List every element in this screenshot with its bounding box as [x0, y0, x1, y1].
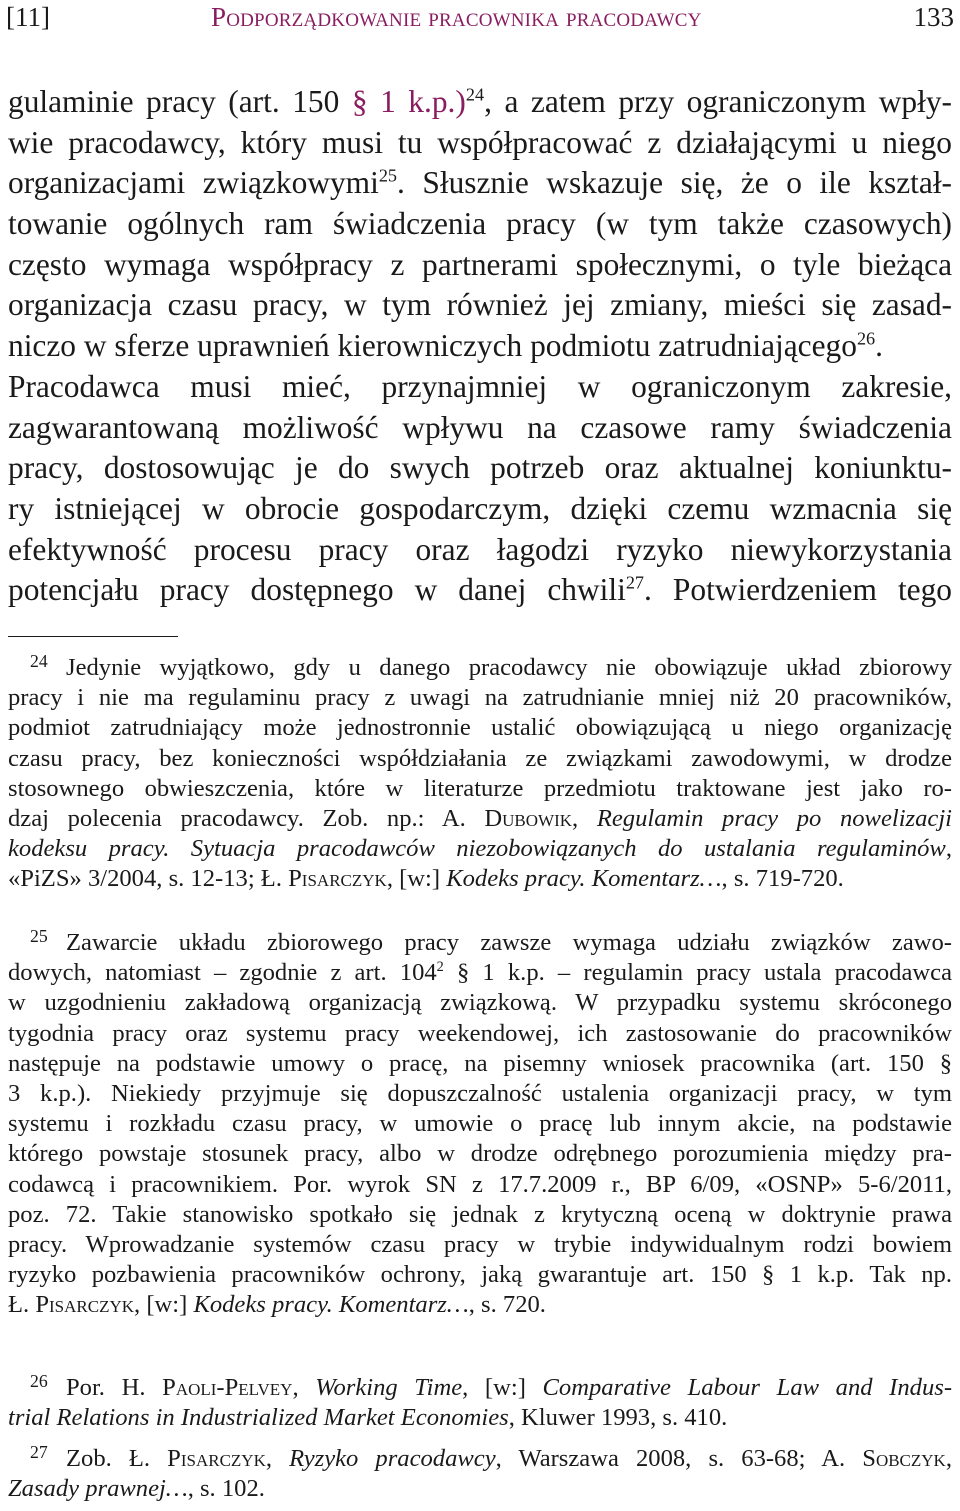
- body-line: towanie ogólnych ram świadczenia pracy (w tym także czasowych): [8, 206, 952, 242]
- body-line: wie pracodawcy, który musi tu współpracować z działającymi u niego: [8, 124, 952, 160]
- footnote-ref-24[interactable]: 24: [465, 84, 485, 105]
- body-line: pracy, dostosowując je do swych potrzeb oraz aktualnej koniunktu-: [8, 450, 952, 486]
- body-line: zagwarantowaną możliwość wpływu na czasowe ramy świadczenia: [8, 409, 952, 445]
- footnote-24: 24 Jedynie wyjątkowo, gdy u danego pracodawcy nie obowiązuje układ zbiorowy pracy i nie ma regulaminu pracy z uwagi na zatrudnianie mniej niż 20 pracowników, podmiot zatrudniający może jednostronnie ustalić obowiązującą u niego organizację czasu pracy, bez konieczności współdziałania ze związkami zawodowymi, w drodze stosownego obwieszczenia, które w literaturze przedmiotu traktowane jest jako ro- dzaj polecenia pracodawcy. Zob. np.: A. Dubowik, Regulamin pracy po nowelizacji kodeksu pracy. Sytuacja pracodawców niezobowiązanych do ustalania regulaminów, «PiZS» 3/2004, s. 12-13; Ł. Pisarczyk, [w:] Kodeks pracy. Komentarz…, s. 719-720.: [8, 651, 952, 893]
- footnote-ref-25[interactable]: 25: [378, 166, 398, 187]
- body-line: efektywność procesu pracy oraz łagodzi ryzyko niewykorzystania: [8, 531, 952, 567]
- page-number: 133: [913, 2, 954, 32]
- cited-title: Working Time: [315, 1374, 463, 1401]
- cited-title: kodeksu pracy. Sytuacja pracodawców niezobowiązanych do ustalania regulaminów: [8, 835, 946, 863]
- author-name: Paoli-Pelvey: [162, 1374, 293, 1401]
- body-line: niczo w sferze uprawnień kierowniczych podmiotu zatrudniającego$^{26}$.: [8, 328, 884, 364]
- cited-title: Regulamin pracy po nowelizacji: [596, 804, 952, 832]
- author-name: Pisarczyk: [35, 1291, 135, 1319]
- cited-title: Kodeks pracy. Komentarz…: [193, 1291, 469, 1319]
- footnote-25: 25 Zawarcie układu zbiorowego pracy zawsze wymaga udziału związków zawo- dowych, natomiast – zgodnie z art. $104^2$ § 1 k.p. – regulamin pracy ustala pracodawca w uzgodnieniu zakładową organizacją związkową. W przypadku systemu skróconego tygodnia pracy oraz systemu pracy weekendowej, ich zastosowanie do pracowników następuje na podstawie umowy o pracę, na pisemny wniosek pracownika (art. 150 § 3 k.p.). Niekiedy przyjmuje się dopuszczalność ustalenia organizacji pracy, w tym systemu i rozkładu czasu pracy, w umowie o pracę lub innym akcie, na podstawie którego powstaje stosunek pracy, albo w drodze odrębnego porozumienia między pra- codawcą i pracownikiem. Por. wyrok SN z 17.7.2009 r., BP 6/09, «OSNP» 5-6/2011, poz. 72. Takie stanowisko spotkało się jednak z krytyczną oceną w doktrynie prawa pracy. Wprowadzanie systemów czasu pracy w trybie indywidualnym rodzi bowiem ryzyko pozbawienia pracowników ochrony, jaką gwarantuje art. 150 § 1 k.p. Tak np. Ł. Pisarczyk, [w:] Kodeks pracy. Komentarz…, s. 720.: [8, 926, 952, 1319]
- running-header: [6, 0, 954, 34]
- body-line: organizacjami związkowymi$^{25}$. Słusznie wskazuje się, że o ile kształ-: [8, 165, 952, 201]
- body-line: Pracodawca musi mieć, przynajmniej w ograniczonym zakresie,: [8, 368, 952, 404]
- body-line: często wymaga współpracy z partnerami społecznymi, o tyle bieżąca: [8, 246, 952, 282]
- body-line: potencjału pracy dostępnego w danej chwili$^{27}$. Potwierdzeniem tego: [8, 572, 952, 608]
- cited-title: trial Relations in Industrialized Market Economies: [8, 1404, 509, 1432]
- body-line: gulaminie pracy (art. 150 § 1 k.p.)$^{24}$, a zatem przy ograniczonym wpły-: [8, 84, 952, 119]
- footnote-ref-27[interactable]: 27: [625, 572, 645, 593]
- footnote-26: 26 Por. H. Paoli-Pelvey, Working Time, [w:] Comparative Labour Law and Indus- trial Relations in Industrialized Market Economies, Kluwer 1993, s. 410.: [8, 1371, 953, 1432]
- author-name: Sobczyk: [862, 1445, 946, 1472]
- author-name: Pisarczyk: [167, 1445, 266, 1472]
- main-text: [8, 82, 952, 611]
- cited-title: Comparative Labour Law and Indus-: [542, 1374, 953, 1401]
- cited-title: Zasady prawnej…: [8, 1475, 188, 1503]
- chapter-number: [11]: [6, 2, 50, 32]
- body-line: ry istniejącej w obrocie gospodarczym, dzięki czemu wzmacnia się: [8, 490, 952, 526]
- author-name: Pisarczyk: [288, 865, 387, 893]
- footnote-27: 27 Zob. Ł. Pisarczyk, Ryzyko pracodawcy, Warszawa 2008, s. 63-68; A. Sobczyk, Zasady prawnej…, s. 102.: [8, 1442, 952, 1503]
- footnote-ref-26[interactable]: 26: [856, 328, 876, 349]
- body-line: organizacja czasu pracy, w tym również jej zmiany, mieści się zasad-: [8, 287, 952, 323]
- cited-title: Ryzyko pracodawcy: [289, 1445, 496, 1472]
- footnote-divider: [8, 636, 178, 637]
- cited-title: Kodeks pracy. Komentarz…: [446, 865, 722, 893]
- running-title: Podporządkowanie pracownika pracodawcy: [211, 2, 702, 32]
- article-link[interactable]: § 1 k.p.): [351, 84, 466, 119]
- author-name: Dubowik: [484, 804, 573, 832]
